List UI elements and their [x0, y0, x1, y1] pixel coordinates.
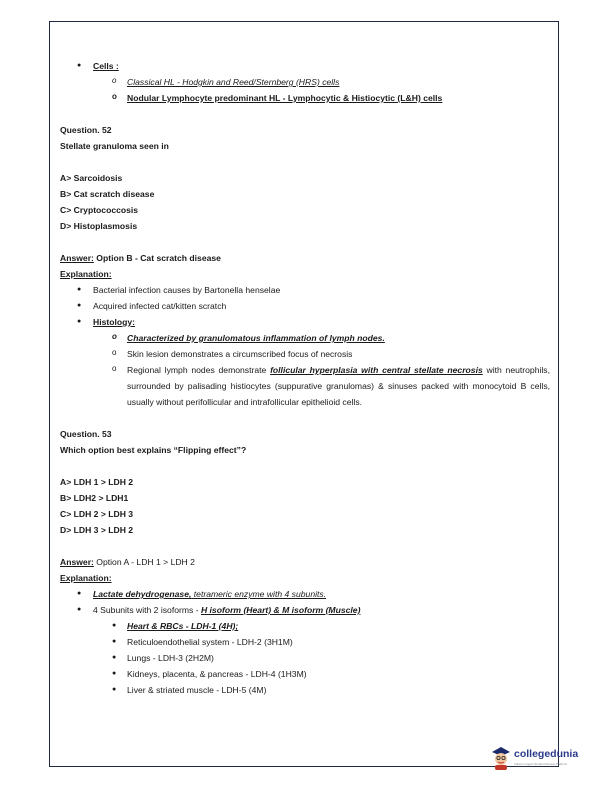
q52-histology-3 [60, 362, 550, 410]
q53-bullet-1 [60, 586, 550, 602]
q53-option-d: D> LDH 3 > LDH 2 [60, 525, 134, 535]
q52-option-d: D> Histoplasmosis [60, 221, 138, 231]
q53-sub-2: ● Reticuloendothelial system - LDH-2 (3H1M) [60, 634, 550, 650]
q53-option-a: A> LDH 1 > LDH 2 [60, 477, 134, 487]
q52-bullet-1: ● Bacterial infection causes by Bartonella henselae [60, 282, 550, 298]
q53-sub-3: ● Lungs - LDH-3 (2H2M) [60, 650, 550, 666]
q53-bullet-1-rest: tetrameric enzyme with 4 subunits. [191, 589, 327, 599]
q53-bullet-1-em: Lactate dehydrogenase, [93, 589, 192, 599]
q53-sub-1: ● Heart & RBCs - LDH-1 (4H); [60, 618, 550, 634]
document-body [60, 58, 550, 698]
q52-option-b: B> Cat scratch disease [60, 189, 155, 199]
q52-histology-3-post: with neutrophils, surrounded by palisading histiocytes (suppurative granulomas) & sinuses packed with monocytoid B cells, usually without perifollicular and intrafollicular epithelioid cells. [127, 365, 550, 407]
q52-answer-text: Option B - Cat scratch disease [93, 253, 221, 263]
cells-item-nodular: o Nodular Lymphocyte predominant HL - Lymphocytic & Histiocytic (L&H) cells [60, 90, 550, 106]
cells-heading: ● Cells : [60, 58, 550, 74]
q53-option-c: C> LDH 2 > LDH 3 [60, 509, 134, 519]
q52-option-c: C> Cryptococcosis [60, 205, 139, 215]
question-52-text: Stellate granuloma seen in [60, 141, 169, 151]
q52-bullet-2: ● Acquired infected cat/kitten scratch [60, 298, 550, 314]
q52-option-a: A> Sarcoidosis [60, 173, 123, 183]
q53-bullet-2-pre: 4 Subunits with 2 isoforms - [93, 605, 201, 615]
question-53-text: Which option best explains “Flipping effect”? [60, 445, 247, 455]
q52-histology-1: o Characterized by granulomatous inflammation of lymph nodes. [60, 330, 550, 346]
mascot-icon [490, 746, 512, 770]
q52-histology-3-pre: Regional lymph nodes demonstrate [127, 365, 271, 375]
q53-bullet-2 [60, 602, 550, 618]
q53-option-b: B> LDH2 > LDH1 [60, 493, 129, 503]
q53-sub-4: ● Kidneys, placenta, & pancreas - LDH-4 (1H3M) [60, 666, 550, 682]
brand-logo [490, 746, 590, 786]
q52-answer [60, 250, 550, 266]
brand-tagline: India's Largest Student Review Platform [514, 762, 568, 766]
q53-sub-5: ● Liver & striated muscle - LDH-5 (4M) [60, 682, 550, 698]
q53-answer-label: Answer: [60, 557, 94, 567]
question-52-heading: Question. 52 [60, 125, 112, 135]
q52-histology-3-em: follicular hyperplasia with central stellate necrosis [270, 365, 483, 375]
q53-bullet-2-em: H isoform (Heart) & M isoform (Muscle) [200, 605, 361, 615]
q52-explanation-label: Explanation: [60, 269, 112, 279]
cells-item-classical: o Classical HL - Hodgkin and Reed/Sternberg (HRS) cells [60, 74, 550, 90]
q52-answer-label: Answer: [60, 253, 94, 263]
q53-answer-text: Option A - LDH 1 > LDH 2 [93, 557, 195, 567]
q53-explanation-label: Explanation: [60, 573, 112, 583]
brand-name: collegedunia [514, 748, 579, 760]
q52-bullet-histology: ● Histology: [60, 314, 550, 330]
q53-answer [60, 554, 550, 570]
question-53-heading: Question. 53 [60, 429, 112, 439]
q52-histology-2: o Skin lesion demonstrates a circumscribed focus of necrosis [60, 346, 550, 362]
